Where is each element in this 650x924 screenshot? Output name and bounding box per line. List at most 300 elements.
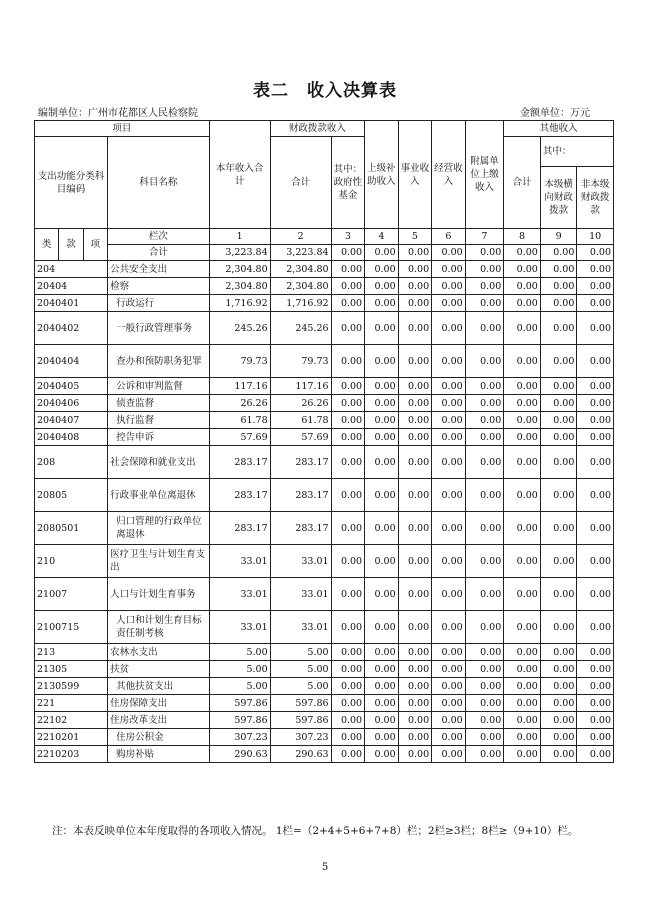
row-value: 0.00 bbox=[331, 611, 365, 644]
row-value: 0.00 bbox=[504, 729, 541, 746]
row-value: 0.00 bbox=[331, 729, 365, 746]
row-value: 5.00 bbox=[209, 661, 270, 678]
row-value: 57.69 bbox=[270, 429, 331, 446]
header-other-nonlevel: 非本级财政拨款 bbox=[577, 167, 614, 229]
row-value: 290.63 bbox=[270, 746, 331, 763]
row-value: 0.00 bbox=[504, 345, 541, 378]
row-value: 0.00 bbox=[577, 412, 614, 429]
footnote: 注：本表反映单位本年度取得的各项收入情况。 1栏=（2+4+5+6+7+8）栏；2栏≥3栏；8栏≥（9+10）栏。 bbox=[52, 825, 579, 837]
row-value: 0.00 bbox=[331, 261, 365, 278]
row-name: 社会保障和就业支出 bbox=[108, 446, 210, 479]
row-value: 245.26 bbox=[270, 312, 331, 345]
header-fiscal-group: 财政拨款收入 bbox=[270, 121, 364, 137]
total-value: 3,223.84 bbox=[209, 245, 270, 261]
row-value: 0.00 bbox=[577, 729, 614, 746]
row-value: 0.00 bbox=[577, 479, 614, 512]
row-value: 0.00 bbox=[398, 395, 432, 412]
table-row bbox=[35, 695, 614, 712]
table-row bbox=[35, 729, 614, 746]
row-value: 0.00 bbox=[398, 512, 432, 545]
row-value: 0.00 bbox=[432, 578, 466, 611]
row-value: 0.00 bbox=[432, 678, 466, 695]
row-value: 0.00 bbox=[432, 644, 466, 661]
row-name: 人口和计划生育目标责任制考核 bbox=[108, 611, 210, 644]
row-value: 0.00 bbox=[577, 695, 614, 712]
row-value: 0.00 bbox=[465, 545, 504, 578]
row-value: 0.00 bbox=[540, 429, 577, 446]
row-name: 归口管理的行政单位离退休 bbox=[108, 512, 210, 545]
row-value: 0.00 bbox=[504, 378, 541, 395]
row-name: 医疗卫生与计划生育支出 bbox=[108, 545, 210, 578]
row-value: 117.16 bbox=[209, 378, 270, 395]
unit-label: 金额单位：万元 bbox=[520, 108, 590, 119]
col-number: 3 bbox=[331, 229, 365, 245]
row-value: 597.86 bbox=[209, 712, 270, 729]
row-name: 扶贫 bbox=[108, 661, 210, 678]
row-value: 0.00 bbox=[540, 729, 577, 746]
row-name: 住房公积金 bbox=[108, 729, 210, 746]
row-value: 0.00 bbox=[577, 644, 614, 661]
row-value: 0.00 bbox=[465, 378, 504, 395]
row-value: 0.00 bbox=[540, 412, 577, 429]
table-row bbox=[35, 278, 614, 295]
col-number: 5 bbox=[398, 229, 432, 245]
row-value: 0.00 bbox=[365, 395, 399, 412]
row-value: 0.00 bbox=[504, 712, 541, 729]
row-name: 检察 bbox=[108, 278, 210, 295]
row-code: 20404 bbox=[35, 278, 108, 295]
row-value: 2,304.80 bbox=[209, 261, 270, 278]
row-value: 283.17 bbox=[209, 479, 270, 512]
table-row bbox=[35, 479, 614, 512]
row-value: 0.00 bbox=[504, 661, 541, 678]
col-number: 10 bbox=[577, 229, 614, 245]
row-value: 0.00 bbox=[432, 479, 466, 512]
row-name: 侦查监督 bbox=[108, 395, 210, 412]
row-value: 0.00 bbox=[398, 545, 432, 578]
row-value: 0.00 bbox=[577, 261, 614, 278]
row-value: 5.00 bbox=[209, 678, 270, 695]
row-value: 0.00 bbox=[540, 278, 577, 295]
header-fiscal-total: 合计 bbox=[270, 137, 331, 229]
row-value: 0.00 bbox=[504, 611, 541, 644]
row-value: 0.00 bbox=[577, 512, 614, 545]
header-operating-income: 经营收入 bbox=[432, 121, 466, 229]
total-value: 0.00 bbox=[540, 245, 577, 261]
row-value: 0.00 bbox=[365, 661, 399, 678]
row-value: 0.00 bbox=[365, 678, 399, 695]
row-value: 597.86 bbox=[209, 695, 270, 712]
row-name: 购房补贴 bbox=[108, 746, 210, 763]
table-row bbox=[35, 512, 614, 545]
row-value: 0.00 bbox=[331, 278, 365, 295]
row-value: 0.00 bbox=[504, 746, 541, 763]
row-code: 2040402 bbox=[35, 312, 108, 345]
col-number: 6 bbox=[432, 229, 466, 245]
row-value: 283.17 bbox=[209, 512, 270, 545]
row-value: 0.00 bbox=[432, 261, 466, 278]
row-value: 0.00 bbox=[540, 678, 577, 695]
row-value: 0.00 bbox=[331, 479, 365, 512]
header-other-group: 其他收入 bbox=[504, 121, 614, 137]
row-value: 33.01 bbox=[270, 545, 331, 578]
org-label: 编制单位：广州市花都区人民检察院 bbox=[38, 108, 198, 119]
table-row bbox=[35, 295, 614, 312]
row-value: 0.00 bbox=[540, 661, 577, 678]
row-value: 0.00 bbox=[540, 644, 577, 661]
row-value: 0.00 bbox=[398, 678, 432, 695]
row-value: 0.00 bbox=[540, 712, 577, 729]
row-value: 79.73 bbox=[209, 345, 270, 378]
row-value: 0.00 bbox=[432, 712, 466, 729]
row-name: 查办和预防职务犯罪 bbox=[108, 345, 210, 378]
row-name: 住房保障支出 bbox=[108, 695, 210, 712]
row-value: 0.00 bbox=[540, 446, 577, 479]
total-label: 合计 bbox=[108, 245, 210, 261]
row-value: 0.00 bbox=[331, 712, 365, 729]
row-value: 0.00 bbox=[577, 611, 614, 644]
page-number: 5 bbox=[321, 862, 329, 873]
header-code: 支出功能分类科目编码 bbox=[35, 137, 108, 229]
row-value: 0.00 bbox=[331, 644, 365, 661]
table-row bbox=[35, 578, 614, 611]
row-code: 2040406 bbox=[35, 395, 108, 412]
header-business-income: 事业收入 bbox=[398, 121, 432, 229]
row-value: 0.00 bbox=[331, 446, 365, 479]
row-value: 61.78 bbox=[270, 412, 331, 429]
row-value: 0.00 bbox=[577, 378, 614, 395]
header-other-horiz: 本级横向财政拨款 bbox=[540, 167, 577, 229]
row-value: 283.17 bbox=[209, 446, 270, 479]
row-value: 0.00 bbox=[504, 278, 541, 295]
row-code: 22102 bbox=[35, 712, 108, 729]
row-value: 0.00 bbox=[504, 446, 541, 479]
row-value: 0.00 bbox=[365, 429, 399, 446]
row-value: 33.01 bbox=[270, 611, 331, 644]
total-value: 0.00 bbox=[432, 245, 466, 261]
row-value: 0.00 bbox=[540, 545, 577, 578]
row-code: 208 bbox=[35, 446, 108, 479]
row-value: 0.00 bbox=[577, 429, 614, 446]
row-value: 0.00 bbox=[365, 578, 399, 611]
table-row bbox=[35, 611, 614, 644]
row-value: 0.00 bbox=[465, 278, 504, 295]
header-lan-ci: 栏次 bbox=[108, 229, 210, 245]
row-value: 597.86 bbox=[270, 695, 331, 712]
row-code: 2210203 bbox=[35, 746, 108, 763]
row-value: 0.00 bbox=[577, 678, 614, 695]
row-value: 26.26 bbox=[270, 395, 331, 412]
table-row bbox=[35, 312, 614, 345]
row-value: 33.01 bbox=[209, 545, 270, 578]
row-code: 20805 bbox=[35, 479, 108, 512]
row-value: 33.01 bbox=[209, 611, 270, 644]
col-number: 2 bbox=[270, 229, 331, 245]
row-value: 0.00 bbox=[577, 661, 614, 678]
row-value: 0.00 bbox=[504, 512, 541, 545]
row-value: 117.16 bbox=[270, 378, 331, 395]
header-affiliated-income: 附属单位上缴收入 bbox=[465, 121, 504, 229]
row-value: 0.00 bbox=[540, 261, 577, 278]
total-row bbox=[35, 245, 614, 261]
row-value: 0.00 bbox=[540, 578, 577, 611]
row-name: 公诉和审判监督 bbox=[108, 378, 210, 395]
header-other-of-which: 其中： bbox=[540, 137, 613, 167]
row-value: 0.00 bbox=[398, 345, 432, 378]
row-value: 0.00 bbox=[398, 261, 432, 278]
row-value: 0.00 bbox=[540, 345, 577, 378]
row-value: 0.00 bbox=[540, 512, 577, 545]
header-other-total: 合计 bbox=[504, 137, 541, 229]
row-code: 2040407 bbox=[35, 412, 108, 429]
row-value: 0.00 bbox=[504, 412, 541, 429]
row-value: 0.00 bbox=[465, 678, 504, 695]
row-value: 0.00 bbox=[365, 312, 399, 345]
table-row bbox=[35, 661, 614, 678]
row-value: 26.26 bbox=[209, 395, 270, 412]
row-value: 0.00 bbox=[504, 295, 541, 312]
row-value: 2,304.80 bbox=[270, 261, 331, 278]
row-value: 0.00 bbox=[398, 661, 432, 678]
row-value: 0.00 bbox=[331, 429, 365, 446]
row-value: 0.00 bbox=[432, 695, 466, 712]
row-value: 245.26 bbox=[209, 312, 270, 345]
row-value: 0.00 bbox=[398, 295, 432, 312]
row-code: 2040401 bbox=[35, 295, 108, 312]
row-value: 0.00 bbox=[365, 729, 399, 746]
header-name: 科目名称 bbox=[108, 137, 210, 229]
row-value: 0.00 bbox=[465, 345, 504, 378]
header-lei: 类 bbox=[35, 229, 59, 261]
row-code: 2100715 bbox=[35, 611, 108, 644]
row-value: 1,716.92 bbox=[209, 295, 270, 312]
row-value: 79.73 bbox=[270, 345, 331, 378]
row-value: 0.00 bbox=[504, 312, 541, 345]
row-value: 0.00 bbox=[365, 261, 399, 278]
row-value: 283.17 bbox=[270, 512, 331, 545]
row-code: 213 bbox=[35, 644, 108, 661]
row-value: 0.00 bbox=[398, 644, 432, 661]
row-value: 0.00 bbox=[465, 644, 504, 661]
row-value: 0.00 bbox=[432, 512, 466, 545]
row-value: 0.00 bbox=[504, 578, 541, 611]
row-value: 0.00 bbox=[398, 729, 432, 746]
header-fiscal-fund: 其中：政府性基金 bbox=[331, 137, 365, 229]
row-name: 行政事业单位离退休 bbox=[108, 479, 210, 512]
row-value: 0.00 bbox=[365, 278, 399, 295]
row-value: 597.86 bbox=[270, 712, 331, 729]
row-code: 2040405 bbox=[35, 378, 108, 395]
row-value: 0.00 bbox=[432, 429, 466, 446]
row-value: 0.00 bbox=[365, 412, 399, 429]
row-value: 0.00 bbox=[432, 661, 466, 678]
row-value: 0.00 bbox=[331, 512, 365, 545]
row-value: 0.00 bbox=[365, 345, 399, 378]
row-code: 2040408 bbox=[35, 429, 108, 446]
row-value: 0.00 bbox=[432, 378, 466, 395]
row-value: 0.00 bbox=[331, 345, 365, 378]
row-value: 0.00 bbox=[331, 312, 365, 345]
table-row bbox=[35, 644, 614, 661]
row-code: 21007 bbox=[35, 578, 108, 611]
table-row bbox=[35, 395, 614, 412]
total-value: 0.00 bbox=[504, 245, 541, 261]
row-value: 0.00 bbox=[432, 545, 466, 578]
row-value: 33.01 bbox=[209, 578, 270, 611]
row-value: 0.00 bbox=[504, 395, 541, 412]
row-value: 0.00 bbox=[465, 729, 504, 746]
row-code: 21305 bbox=[35, 661, 108, 678]
row-value: 0.00 bbox=[540, 378, 577, 395]
row-value: 0.00 bbox=[331, 378, 365, 395]
row-value: 0.00 bbox=[577, 295, 614, 312]
row-value: 0.00 bbox=[365, 746, 399, 763]
row-value: 0.00 bbox=[540, 395, 577, 412]
row-value: 0.00 bbox=[577, 345, 614, 378]
row-value: 0.00 bbox=[504, 644, 541, 661]
row-value: 0.00 bbox=[398, 429, 432, 446]
row-value: 0.00 bbox=[577, 746, 614, 763]
table-row bbox=[35, 378, 614, 395]
row-value: 0.00 bbox=[465, 512, 504, 545]
row-code: 221 bbox=[35, 695, 108, 712]
row-value: 0.00 bbox=[398, 611, 432, 644]
row-code: 2040404 bbox=[35, 345, 108, 378]
row-value: 0.00 bbox=[540, 312, 577, 345]
row-value: 5.00 bbox=[270, 678, 331, 695]
table-row bbox=[35, 712, 614, 729]
row-name: 农林水支出 bbox=[108, 644, 210, 661]
row-value: 0.00 bbox=[398, 446, 432, 479]
row-value: 0.00 bbox=[432, 446, 466, 479]
row-value: 0.00 bbox=[331, 678, 365, 695]
table-row bbox=[35, 429, 614, 446]
row-value: 0.00 bbox=[465, 261, 504, 278]
table-row bbox=[35, 746, 614, 763]
row-value: 0.00 bbox=[465, 429, 504, 446]
row-value: 0.00 bbox=[465, 578, 504, 611]
row-value: 0.00 bbox=[540, 295, 577, 312]
total-value: 0.00 bbox=[331, 245, 365, 261]
row-value: 0.00 bbox=[398, 312, 432, 345]
row-value: 0.00 bbox=[465, 746, 504, 763]
row-value: 0.00 bbox=[504, 695, 541, 712]
row-value: 0.00 bbox=[577, 395, 614, 412]
row-value: 0.00 bbox=[465, 295, 504, 312]
row-value: 0.00 bbox=[432, 295, 466, 312]
row-value: 2,304.80 bbox=[209, 278, 270, 295]
row-value: 0.00 bbox=[577, 712, 614, 729]
row-code: 2210201 bbox=[35, 729, 108, 746]
row-code: 2130599 bbox=[35, 678, 108, 695]
row-value: 0.00 bbox=[432, 412, 466, 429]
row-name: 行政运行 bbox=[108, 295, 210, 312]
row-value: 0.00 bbox=[577, 446, 614, 479]
row-value: 0.00 bbox=[331, 746, 365, 763]
row-value: 0.00 bbox=[465, 661, 504, 678]
row-value: 0.00 bbox=[432, 278, 466, 295]
row-value: 283.17 bbox=[270, 479, 331, 512]
row-value: 290.63 bbox=[209, 746, 270, 763]
header-kuan: 款 bbox=[59, 229, 83, 261]
income-table bbox=[34, 120, 614, 763]
row-value: 0.00 bbox=[365, 479, 399, 512]
row-value: 5.00 bbox=[270, 661, 331, 678]
row-value: 307.23 bbox=[270, 729, 331, 746]
row-code: 210 bbox=[35, 545, 108, 578]
row-value: 0.00 bbox=[365, 512, 399, 545]
row-value: 0.00 bbox=[432, 611, 466, 644]
row-value: 0.00 bbox=[465, 695, 504, 712]
table-row bbox=[35, 412, 614, 429]
row-value: 0.00 bbox=[331, 295, 365, 312]
col-number: 9 bbox=[540, 229, 577, 245]
row-value: 0.00 bbox=[365, 378, 399, 395]
row-value: 0.00 bbox=[331, 661, 365, 678]
row-value: 0.00 bbox=[398, 479, 432, 512]
row-value: 0.00 bbox=[465, 611, 504, 644]
row-value: 0.00 bbox=[432, 395, 466, 412]
row-value: 0.00 bbox=[504, 678, 541, 695]
row-name: 执行监督 bbox=[108, 412, 210, 429]
row-value: 0.00 bbox=[398, 746, 432, 763]
row-value: 0.00 bbox=[398, 695, 432, 712]
total-value: 0.00 bbox=[365, 245, 399, 261]
row-value: 0.00 bbox=[331, 695, 365, 712]
row-value: 0.00 bbox=[577, 578, 614, 611]
total-value: 0.00 bbox=[398, 245, 432, 261]
row-value: 0.00 bbox=[365, 712, 399, 729]
row-value: 0.00 bbox=[365, 695, 399, 712]
col-number: 4 bbox=[365, 229, 399, 245]
row-name: 控告申诉 bbox=[108, 429, 210, 446]
table-row bbox=[35, 345, 614, 378]
row-value: 0.00 bbox=[331, 412, 365, 429]
row-value: 0.00 bbox=[398, 412, 432, 429]
row-value: 0.00 bbox=[398, 712, 432, 729]
table-row bbox=[35, 446, 614, 479]
row-name: 人口与计划生育事务 bbox=[108, 578, 210, 611]
row-value: 0.00 bbox=[465, 712, 504, 729]
row-value: 0.00 bbox=[465, 412, 504, 429]
col-number: 7 bbox=[465, 229, 504, 245]
total-value: 0.00 bbox=[577, 245, 614, 261]
table-row bbox=[35, 545, 614, 578]
row-name: 公共安全支出 bbox=[108, 261, 210, 278]
header-upper-subsidy: 上级补助收入 bbox=[365, 121, 399, 229]
col-number: 8 bbox=[504, 229, 541, 245]
row-name: 其他扶贫支出 bbox=[108, 678, 210, 695]
row-value: 2,304.80 bbox=[270, 278, 331, 295]
row-name: 一般行政管理事务 bbox=[108, 312, 210, 345]
table-row bbox=[35, 678, 614, 695]
total-value: 3,223.84 bbox=[270, 245, 331, 261]
row-value: 0.00 bbox=[432, 729, 466, 746]
row-value: 0.00 bbox=[504, 545, 541, 578]
row-value: 0.00 bbox=[432, 312, 466, 345]
row-value: 0.00 bbox=[504, 261, 541, 278]
row-value: 0.00 bbox=[577, 278, 614, 295]
row-value: 0.00 bbox=[398, 378, 432, 395]
row-value: 0.00 bbox=[577, 545, 614, 578]
row-value: 0.00 bbox=[540, 695, 577, 712]
row-value: 61.78 bbox=[209, 412, 270, 429]
row-value: 0.00 bbox=[398, 578, 432, 611]
header-total-income: 本年收入合计 bbox=[209, 121, 270, 229]
row-value: 0.00 bbox=[365, 295, 399, 312]
row-value: 33.01 bbox=[270, 578, 331, 611]
row-value: 0.00 bbox=[365, 611, 399, 644]
